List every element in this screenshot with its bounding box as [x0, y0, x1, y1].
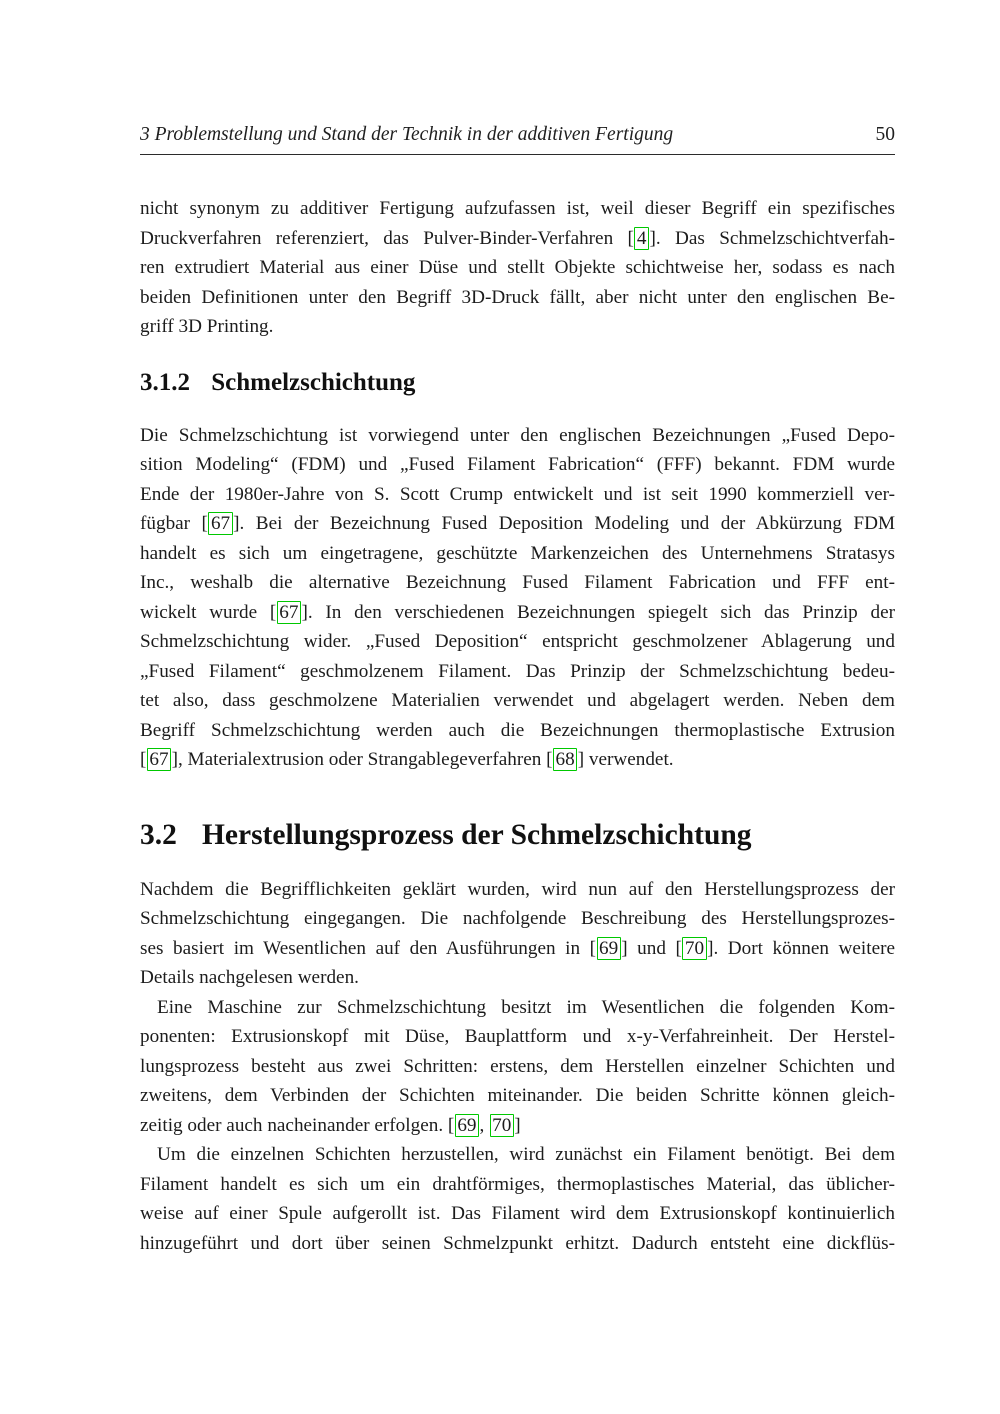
citation-70[interactable]: 70 — [682, 937, 706, 960]
text-run: zeitig oder auch nacheinander erfolgen. [ — [140, 1114, 455, 1136]
text-line — [140, 904, 895, 934]
heading-text: Schmelzschichtung — [211, 368, 416, 396]
text-run: Druckverfahren referenziert, das Pulver-Binder-Verfahren [ — [140, 227, 634, 249]
text-line — [140, 224, 895, 254]
text-run: ]. Dort können weitere — [707, 937, 895, 959]
text-line — [140, 598, 895, 628]
text-run: tet also, dass geschmolzene Materialien verwendet und abgelagert werden. Neben dem — [140, 690, 895, 711]
text-line — [140, 1140, 895, 1170]
text-line — [140, 312, 895, 342]
citation-4[interactable]: 4 — [634, 227, 649, 250]
citation-70[interactable]: 70 — [490, 1114, 514, 1137]
text-line — [140, 934, 895, 964]
running-header-title: 3 Problemstellung und Stand der Technik in der additiven Fertigung — [140, 124, 674, 145]
text-run: Schmelzschichtung eingegangen. Die nachfolgende Beschreibung des Herstellungsprozes- — [140, 908, 895, 929]
text-run: ponenten: Extrusionskopf mit Düse, Bauplattform und x-y-Verfahreinheit. Der Herstel- — [140, 1026, 895, 1047]
paragraph-herstellungsprozess — [140, 875, 895, 993]
text-run: beiden Definitionen unter den Begriff 3D-Druck fällt, aber nicht unter den englischen Be- — [140, 286, 895, 308]
text-run: Begriff Schmelzschichtung werden auch die Bezeichnungen thermoplastische Extrusion — [140, 719, 895, 741]
text-run: griff 3D Printing. — [140, 316, 274, 337]
text-run: ] verwendet. — [577, 749, 674, 770]
text-line — [140, 1199, 895, 1229]
text-line — [140, 993, 895, 1023]
text-run: ]. Bei der Bezeichnung Fused Deposition Modeling und der Abkürzung FDM — [233, 513, 895, 534]
heading-3.1.2 — [140, 367, 895, 398]
page-number: 50 — [875, 124, 895, 145]
text-run: fügbar [ — [140, 513, 208, 534]
text-line — [140, 1081, 895, 1111]
paragraph-intro — [140, 194, 895, 342]
citation-69[interactable]: 69 — [597, 937, 621, 960]
text-run: Eine Maschine zur Schmelzschichtung besitzt im Wesentlichen die folgenden Kom- — [157, 996, 895, 1018]
text-run: handelt es sich um eingetragene, geschützte Markenzeichen des Unternehmens Stratasys — [140, 542, 895, 564]
text-line — [140, 716, 895, 746]
text-run: Ende der 1980er-Jahre von S. Scott Crump entwickelt und ist seit 1990 kommerziell ver- — [140, 483, 895, 505]
text-run: zweitens, dem Verbinden der Schichten miteinander. Die beiden Schritte können gleich- — [140, 1085, 895, 1106]
text-run: Nachdem die Begrifflichkeiten geklärt wurden, wird nun auf den Herstellungsprozess der — [140, 878, 895, 900]
text-run: ] und [ — [621, 937, 682, 959]
text-line — [140, 568, 895, 598]
citation-68[interactable]: 68 — [553, 748, 577, 771]
text-run: Die Schmelzschichtung ist vorwiegend unter den englischen Bezeichnungen „Fused Depo- — [140, 424, 895, 446]
heading-text: Herstellungsprozess der Schmelzschichtung — [201, 818, 752, 851]
text-line — [140, 194, 895, 224]
text-line — [140, 875, 895, 905]
citation-69[interactable]: 69 — [455, 1114, 479, 1137]
paragraph-filament — [140, 1140, 895, 1258]
text-line — [140, 539, 895, 569]
text-run: Details nachgelesen werden. — [140, 967, 359, 988]
text-line — [140, 745, 895, 775]
text-run: ses basiert im Wesentlichen auf den Ausführungen in [ — [140, 937, 597, 959]
text-run: lungsprozess besteht aus zwei Schritten: erstens, dem Herstellen einzelner Schichten und — [140, 1055, 895, 1077]
text-run: sition Modeling“ (FDM) und „Fused Filament Fabrication“ (FFF) bekannt. FDM wurde — [140, 454, 895, 475]
text-run: „Fused Filament“ geschmolzenem Filament. Das Prinzip der Schmelzschichtung bedeu- — [140, 660, 895, 682]
text-line — [140, 1170, 895, 1200]
document-body — [140, 194, 895, 1258]
text-run: hinzugeführt und dort über seinen Schmelzpunkt erhitzt. Dadurch entsteht eine dickflüs- — [140, 1232, 895, 1254]
text-line — [140, 509, 895, 539]
text-line — [140, 450, 895, 480]
paragraph-schmelzschichtung — [140, 421, 895, 775]
text-line — [140, 283, 895, 313]
text-line — [140, 627, 895, 657]
text-line — [140, 686, 895, 716]
text-run: weise auf einer Spule aufgerollt ist. Das Filament wird dem Extrusionskopf kontinuierlich — [140, 1203, 895, 1224]
text-run: wickelt wurde [ — [140, 601, 277, 623]
text-line — [140, 480, 895, 510]
text-run: ]. Das Schmelzschichtverfah- — [649, 227, 895, 249]
text-line — [140, 1111, 895, 1141]
text-run: ren extrudiert Material aus einer Düse und stellt Objekte schichtweise her, sodass es nach — [140, 257, 895, 278]
text-run: [ — [140, 749, 147, 770]
running-header — [140, 122, 895, 155]
text-run: ], Materialextrusion oder Strangablegeverfahren [ — [171, 749, 553, 770]
text-run: Um die einzelnen Schichten herzustellen, wird zunächst ein Filament benötigt. Bei dem — [157, 1144, 895, 1165]
paragraph-maschine — [140, 993, 895, 1141]
text-run: ] — [514, 1114, 521, 1136]
text-run: Filament handelt es sich um ein drahtförmiges, thermoplastisches Material, das üblicher- — [140, 1173, 895, 1195]
text-run: ]. In den verschiedenen Bezeichnungen spiegelt sich das Prinzip der — [301, 601, 895, 623]
text-run: Inc., weshalb die alternative Bezeichnung Fused Filament Fabrication und FFF ent- — [140, 572, 895, 593]
text-line — [140, 1229, 895, 1259]
text-block — [140, 0, 895, 1258]
text-run: , — [479, 1114, 490, 1136]
text-run: Schmelzschichtung wider. „Fused Deposition“ entspricht geschmolzener Ablagerung und — [140, 631, 895, 652]
text-line — [140, 657, 895, 687]
heading-number: 3.1.2 — [140, 368, 190, 396]
text-run: nicht synonym zu additiver Fertigung aufzufassen ist, weil dieser Begriff ein spezifisches — [140, 198, 895, 219]
text-line — [140, 421, 895, 451]
heading-number: 3.2 — [140, 818, 177, 851]
text-line — [140, 1052, 895, 1082]
heading-3.2 — [140, 816, 895, 854]
text-line — [140, 1022, 895, 1052]
text-line — [140, 253, 895, 283]
citation-67[interactable]: 67 — [147, 748, 171, 771]
citation-67[interactable]: 67 — [277, 601, 301, 624]
citation-67[interactable]: 67 — [208, 512, 232, 535]
text-line — [140, 963, 895, 993]
